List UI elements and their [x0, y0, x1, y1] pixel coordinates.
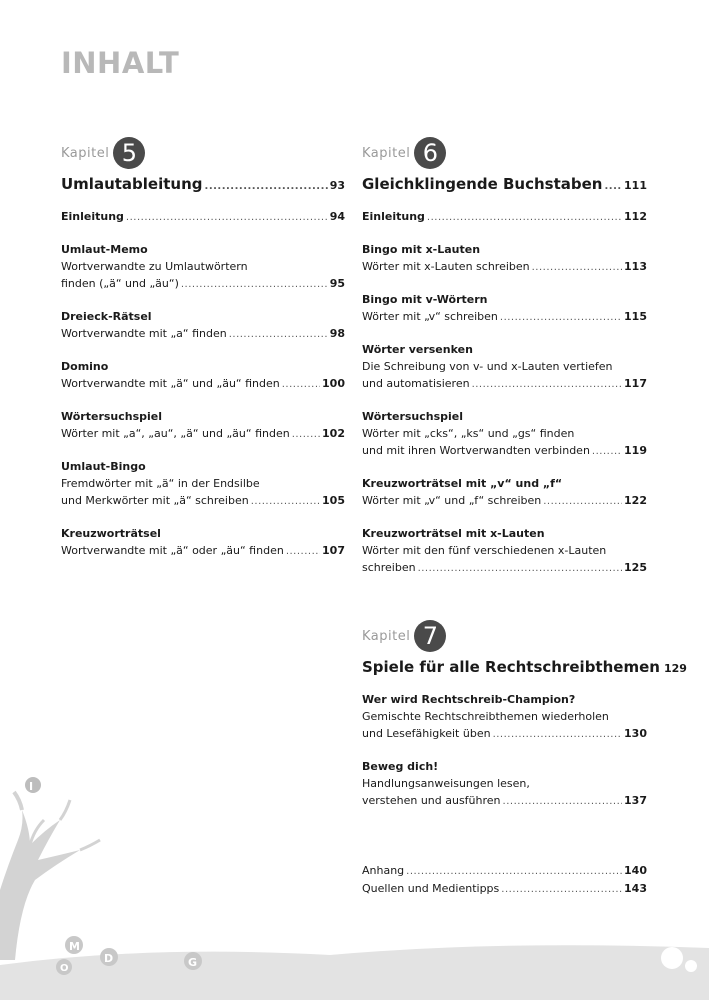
entry-line: Wörter mit „v“ schreiben: [362, 310, 498, 323]
page-number: 93: [329, 179, 345, 192]
bubble-letter: I: [29, 780, 34, 793]
decorative-ground: [0, 930, 709, 1000]
page-number: 94: [329, 210, 345, 223]
entry-title: Beweg dich!: [362, 760, 439, 773]
chapter-5-heading: [61, 175, 345, 193]
page-number: 117: [624, 377, 647, 390]
chapter-label: Kapitel: [61, 145, 110, 161]
page-number: 95: [329, 277, 345, 290]
toc-entry: [362, 241, 647, 276]
decorative-circle: [661, 947, 683, 969]
toc-entry: [362, 341, 647, 393]
entry-line: Handlungsanweisungen lesen,: [362, 777, 530, 790]
entry-title: Anhang: [362, 864, 405, 877]
chapter-7-badge: [362, 618, 647, 654]
page-number: 140: [624, 864, 647, 877]
chapter-7-heading: [362, 658, 687, 676]
chapter-number: 7: [414, 620, 446, 652]
entry-title: Dreieck-Rätsel: [61, 310, 152, 323]
appendix-section: [362, 862, 647, 898]
toc-entry: [61, 308, 345, 343]
page-number: 107: [322, 544, 345, 557]
toc-entry: [362, 475, 647, 510]
toc-entry: [61, 408, 345, 443]
toc-entry: [61, 358, 345, 393]
chapter-number: 6: [414, 137, 446, 169]
entry-line: Wortverwandte mit „a“ finden: [61, 327, 227, 340]
page-number: 102: [322, 427, 345, 440]
toc-entry: [362, 525, 647, 577]
entry-line: und automatisieren: [362, 377, 470, 390]
page-number: 98: [329, 327, 345, 340]
entry-title: Kreuzworträtsel mit x-Lauten: [362, 527, 545, 540]
chapter-label: Kapitel: [362, 628, 411, 644]
entry-title: Einleitung: [61, 210, 124, 223]
entry-line: Wörter mit x-Lauten schreiben: [362, 260, 530, 273]
entry-line: schreiben: [362, 561, 416, 574]
toc-entry: [61, 458, 345, 510]
entry-title: Domino: [61, 360, 109, 373]
bubble-letter: G: [188, 956, 198, 969]
entry-title: Wer wird Rechtschreib-Champion?: [362, 693, 576, 706]
entry-title: Umlaut-Bingo: [61, 460, 146, 473]
page-number: 111: [624, 179, 647, 192]
chapter-7-column: [362, 618, 687, 810]
page-number: 122: [624, 494, 647, 507]
chapter-5-badge: [61, 135, 345, 171]
page-number: 112: [624, 210, 647, 223]
chapter-heading-title: Spiele für alle Rechtschreibthemen: [362, 658, 660, 676]
entry-line: und Lesefähigkeit üben: [362, 727, 491, 740]
decorative-circle: [685, 960, 697, 972]
page-number: 129: [663, 662, 687, 675]
bubble-letter: M: [69, 940, 80, 953]
page-number: 143: [624, 882, 647, 895]
page-number: 125: [624, 561, 647, 574]
toc-entry: [61, 525, 345, 560]
entry-title: Bingo mit v-Wörtern: [362, 293, 488, 306]
page-number: 100: [322, 377, 345, 390]
entry-line: Wörter mit „cks“, „ks“ und „gs“ finden: [362, 427, 575, 440]
entry-title: Wörter versenken: [362, 343, 473, 356]
entry-line: und mit ihren Wortverwandten verbinden: [362, 444, 590, 457]
entry-title: Wörtersuchspiel: [61, 410, 163, 423]
bubble-letter: D: [104, 952, 114, 965]
entry-line: Wortverwandte mit „ä“ und „äu“ finden: [61, 377, 280, 390]
toc-entry: [362, 291, 647, 326]
entry-title: Quellen und Medientipps: [362, 882, 500, 895]
entry-line: verstehen und ausführen: [362, 794, 501, 807]
entry-title: Kreuzworträtsel: [61, 527, 161, 540]
entry-line: Wortverwandte mit „ä“ oder „äu“ finden: [61, 544, 284, 557]
chapter-6-column: [362, 135, 647, 577]
entry-title: Wörtersuchspiel: [362, 410, 464, 423]
entry-title: Bingo mit x-Lauten: [362, 243, 481, 256]
chapter-6-badge: [362, 135, 647, 171]
chapter-number: 5: [113, 137, 145, 169]
bubble-letter: O: [60, 963, 69, 974]
toc-entry: [362, 208, 647, 226]
toc-entry: [362, 691, 647, 743]
page-number: 130: [624, 727, 647, 740]
page-number: 119: [624, 444, 647, 457]
toc-entry: [362, 880, 647, 898]
toc-entry: [61, 241, 345, 293]
chapter-5-column: [61, 135, 345, 560]
chapter-6-heading: [362, 175, 647, 193]
entry-line: Wörter mit „v“ und „f“ schreiben: [362, 494, 542, 507]
toc-entry: [362, 408, 647, 460]
toc-entry: [362, 758, 647, 810]
page-number: 137: [624, 794, 647, 807]
entry-line: und Merkwörter mit „ä“ schreiben: [61, 494, 249, 507]
entry-line: Die Schreibung von v- und x-Lauten vertiefen: [362, 360, 613, 373]
entry-line: Wörter mit „a“, „au“, „ä“ und „äu“ finden: [61, 427, 290, 440]
entry-line: Gemischte Rechtschreibthemen wiederholen: [362, 710, 609, 723]
page-number: 115: [624, 310, 647, 323]
toc-entry: [61, 208, 345, 226]
chapter-heading-title: Umlautableitung: [61, 175, 203, 193]
chapter-heading-title: Gleichklingende Buchstaben: [362, 175, 603, 193]
entry-line: Wörter mit den fünf verschiedenen x-Lauten: [362, 544, 607, 557]
chapter-label: Kapitel: [362, 145, 411, 161]
page-number: 105: [322, 494, 345, 507]
entry-title: Kreuzworträtsel mit „v“ und „f“: [362, 477, 563, 490]
entry-line: finden („ä“ und „äu“): [61, 277, 179, 290]
entry-line: Wortverwandte zu Umlautwörtern: [61, 260, 248, 273]
entry-title: Einleitung: [362, 210, 425, 223]
toc-entry: [362, 862, 647, 880]
page-number: 113: [624, 260, 647, 273]
page-title: INHALT: [61, 46, 180, 80]
entry-title: Umlaut-Memo: [61, 243, 148, 256]
entry-line: Fremdwörter mit „ä“ in der Endsilbe: [61, 477, 260, 490]
